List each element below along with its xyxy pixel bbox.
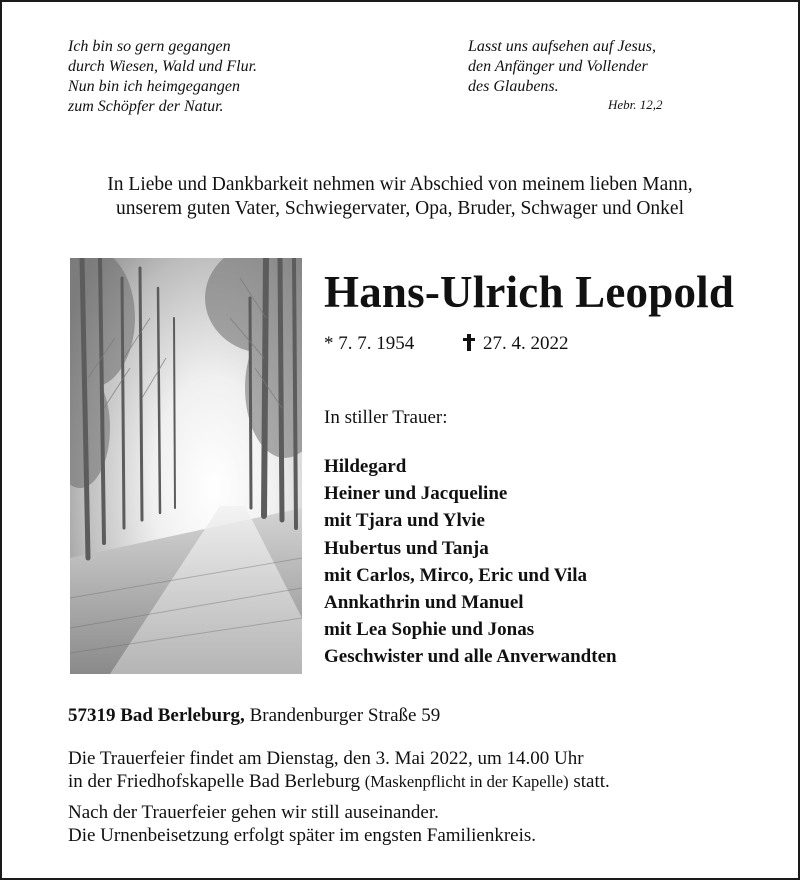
ceremony-info	[68, 747, 610, 793]
poem-left	[68, 37, 257, 117]
closing-line: Die Urnenbeisetzung erfolgt später im engsten Familienkreis.	[68, 825, 537, 846]
verse-reference: Hebr. 12,2	[608, 97, 663, 112]
birth-date: * 7. 7. 1954	[324, 333, 415, 354]
bible-verse-line: den Anfänger und Vollender	[468, 58, 648, 75]
mourning-intro: In stiller Trauer:	[324, 407, 448, 428]
mourner-entry: Hildegard	[324, 456, 407, 477]
address-street: Brandenburger Straße 59	[249, 705, 441, 726]
ceremony-end: statt.	[573, 771, 610, 792]
address-city: 57319 Bad Berleburg,	[68, 705, 245, 726]
mourner-entry: Geschwister und alle Anverwandten	[324, 646, 617, 668]
mourners-list	[324, 453, 617, 671]
address	[68, 705, 440, 727]
bible-verse-line: des Glaubens.	[468, 78, 559, 95]
mourner-entry: Hubertus und Tanja	[324, 537, 489, 559]
mourner-entry: mit Tjara und Ylvie	[324, 510, 485, 532]
bible-verse-line: Lasst uns aufsehen auf Jesus,	[468, 38, 656, 55]
mask-note: (Maskenpflicht in der Kapelle)	[364, 772, 569, 791]
farewell-intro	[2, 173, 798, 221]
mourner-entry: Annkathrin und Manuel	[324, 592, 524, 614]
poem-left-line: durch Wiesen, Wald und Flur.	[68, 58, 258, 75]
farewell-intro-line: unserem guten Vater, Schwiegervater, Opa, Bruder, Schwager und Onkel	[115, 198, 685, 219]
closing-info	[68, 801, 536, 847]
poem-left-line: Nun bin ich heimgegangen	[68, 78, 240, 95]
mourner-entry: mit Carlos, Mirco, Eric und Vila	[324, 564, 587, 586]
closing-line: Nach der Trauerfeier gehen wir still auseinander.	[68, 802, 439, 823]
forest-path-photo	[70, 258, 302, 674]
bible-verse	[468, 37, 656, 97]
death-date-group	[463, 333, 569, 355]
mourner-entry: Heiner und Jacqueline	[324, 483, 508, 505]
cross-icon	[463, 334, 475, 351]
ceremony-location: in der Friedhofskapelle Bad Berleburg	[68, 771, 360, 792]
ceremony-line: Die Trauerfeier findet am Dienstag, den 3. Mai 2022, um 14.00 Uhr	[68, 748, 584, 769]
ceremony-line	[68, 770, 610, 793]
deceased-name: Hans-Ulrich Leopold	[324, 267, 735, 317]
poem-left-line: Ich bin so gern gegangen	[68, 38, 231, 55]
farewell-intro-line: In Liebe und Dankbarkeit nehmen wir Abschied von meinem lieben Mann,	[107, 174, 693, 195]
poem-left-line: zum Schöpfer der Natur.	[68, 98, 224, 115]
mourner-entry: mit Lea Sophie und Jonas	[324, 619, 535, 641]
death-date: 27. 4. 2022	[483, 333, 569, 354]
life-dates	[324, 333, 569, 355]
